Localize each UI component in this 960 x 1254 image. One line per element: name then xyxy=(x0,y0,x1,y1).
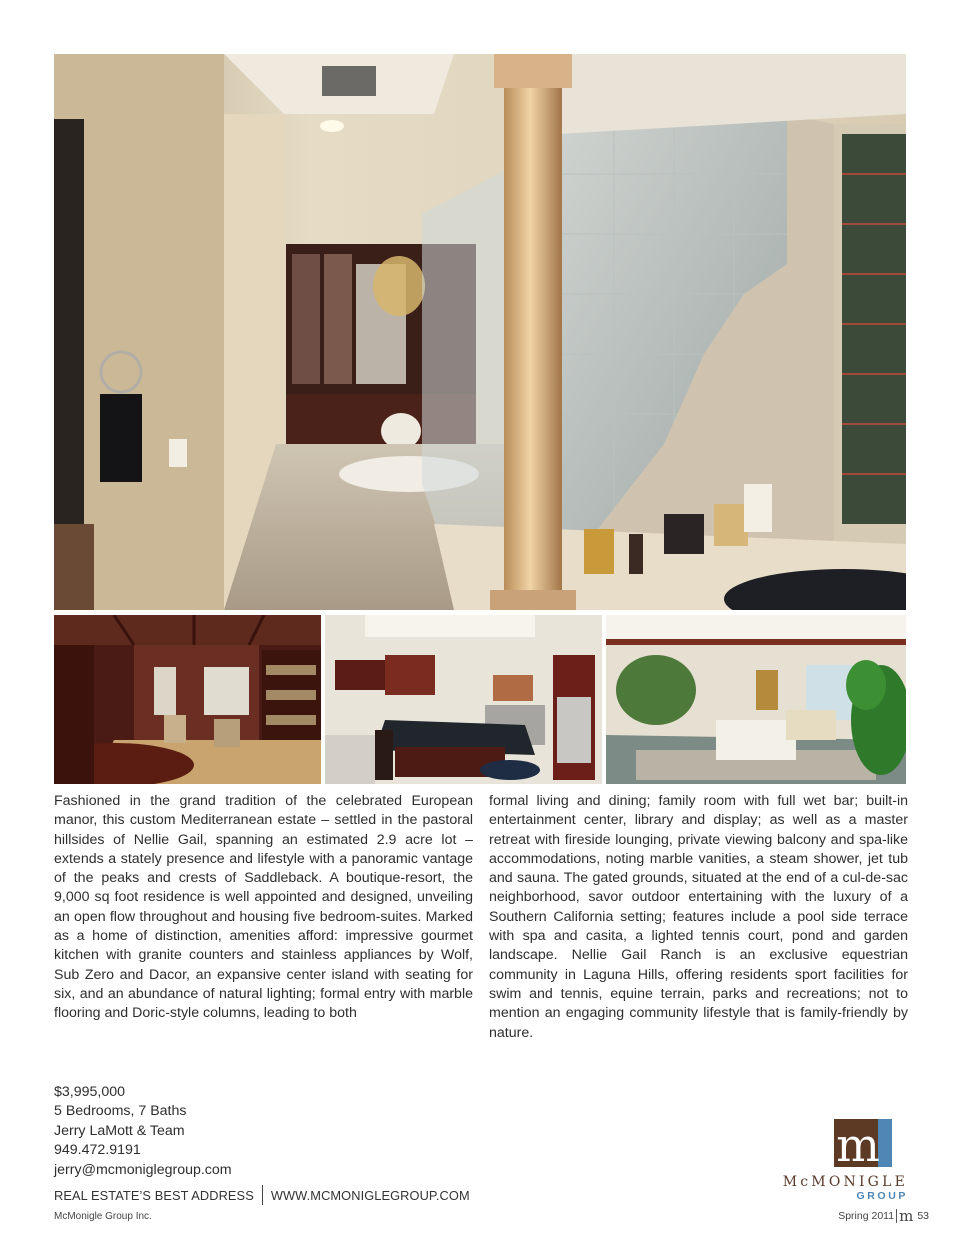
library-photo-art xyxy=(54,615,321,784)
listing-email[interactable]: jerry@mcmoniglegroup.com xyxy=(54,1161,232,1178)
footer-tagline xyxy=(54,1185,470,1205)
description-left-column: Fashioned in the grand tradition of the celebrated European manor, this custom Mediterranean estate – settled in the pastoral hillsides of Nellie Gail, spanning an estimated 2.9 acre lot – extends a stately presence and lifestyle with a panoramic vantage of the peaks and crests of Saddleback. A boutique-resort, the 9,000 sq foot residence is well appointed and designed, unveiling an open flow throughout and housing five bedroom-suites. Marked as a home of distinction, amenities afford: impressive gourmet kitchen with granite counters and stainless appliances by Wolf, Sub Zero and Dacor, an expansive center island with seating for six, and an abundance of natural lighting; formal entry with marble flooring and Doric-style columns, leading to both xyxy=(54,793,473,1022)
hero-photo-art xyxy=(54,54,906,610)
website-link[interactable]: WWW.MCMONIGLEGROUP.COM xyxy=(270,1187,470,1203)
logo-group: GROUP xyxy=(856,1190,908,1202)
listing-phone[interactable]: 949.472.9191 xyxy=(54,1142,141,1159)
listing-rooms: 5 Bedrooms, 7 Baths xyxy=(54,1103,187,1120)
thumbnail-photo-kitchen xyxy=(325,615,602,784)
description-right-column: formal living and dining; family room with full wet bar; built-in entertainment center, library and display; as well as a master retreat with fireside lounging, private viewing balcony and spa-like accommodations, noting marble vanities, a steam shower, jet tub and sauna. The gated grounds, situated at the end of a cul-de-sac neighborhood, savor outdoor entertaining with the luxury of a Southern California setting; features include a pool side terrace with spa and casita, a lighted tennis court, pond and garden landscape. Nellie Gail Ranch is an exclusive equestrian community in Laguna Hills, offering residents sport facilities for swim and tennis, equine terrain, parks and recreations; not to mention an engaging community lifestyle that is family-friendly by nature. xyxy=(489,793,908,1041)
mcmonigle-logo xyxy=(756,1119,908,1203)
thumbnail-photo-library xyxy=(54,615,321,784)
logo-name: McMONIGLE xyxy=(782,1174,908,1190)
hero-photo-master-bath xyxy=(54,54,906,610)
living-room-photo-art xyxy=(606,615,906,784)
logo-mark-letter: m xyxy=(836,1119,880,1167)
company-name: McMonigle Group Inc. xyxy=(54,1211,152,1222)
tagline-text: REAL ESTATE’S BEST ADDRESS xyxy=(54,1187,254,1203)
listing-agent: Jerry LaMott & Team xyxy=(54,1122,185,1139)
page-number: 53 xyxy=(917,1210,929,1222)
tagline-divider xyxy=(262,1185,263,1205)
kitchen-photo-art xyxy=(325,615,602,784)
logo-mark-icon xyxy=(834,1119,892,1167)
listing-price: $3,995,000 xyxy=(54,1084,126,1100)
issue-date: Spring 2011 xyxy=(838,1210,895,1222)
issue-info xyxy=(838,1209,929,1223)
listing-details xyxy=(54,1083,232,1180)
thumbnail-photo-living-room xyxy=(606,615,906,784)
magazine-mark: m xyxy=(896,1209,913,1223)
